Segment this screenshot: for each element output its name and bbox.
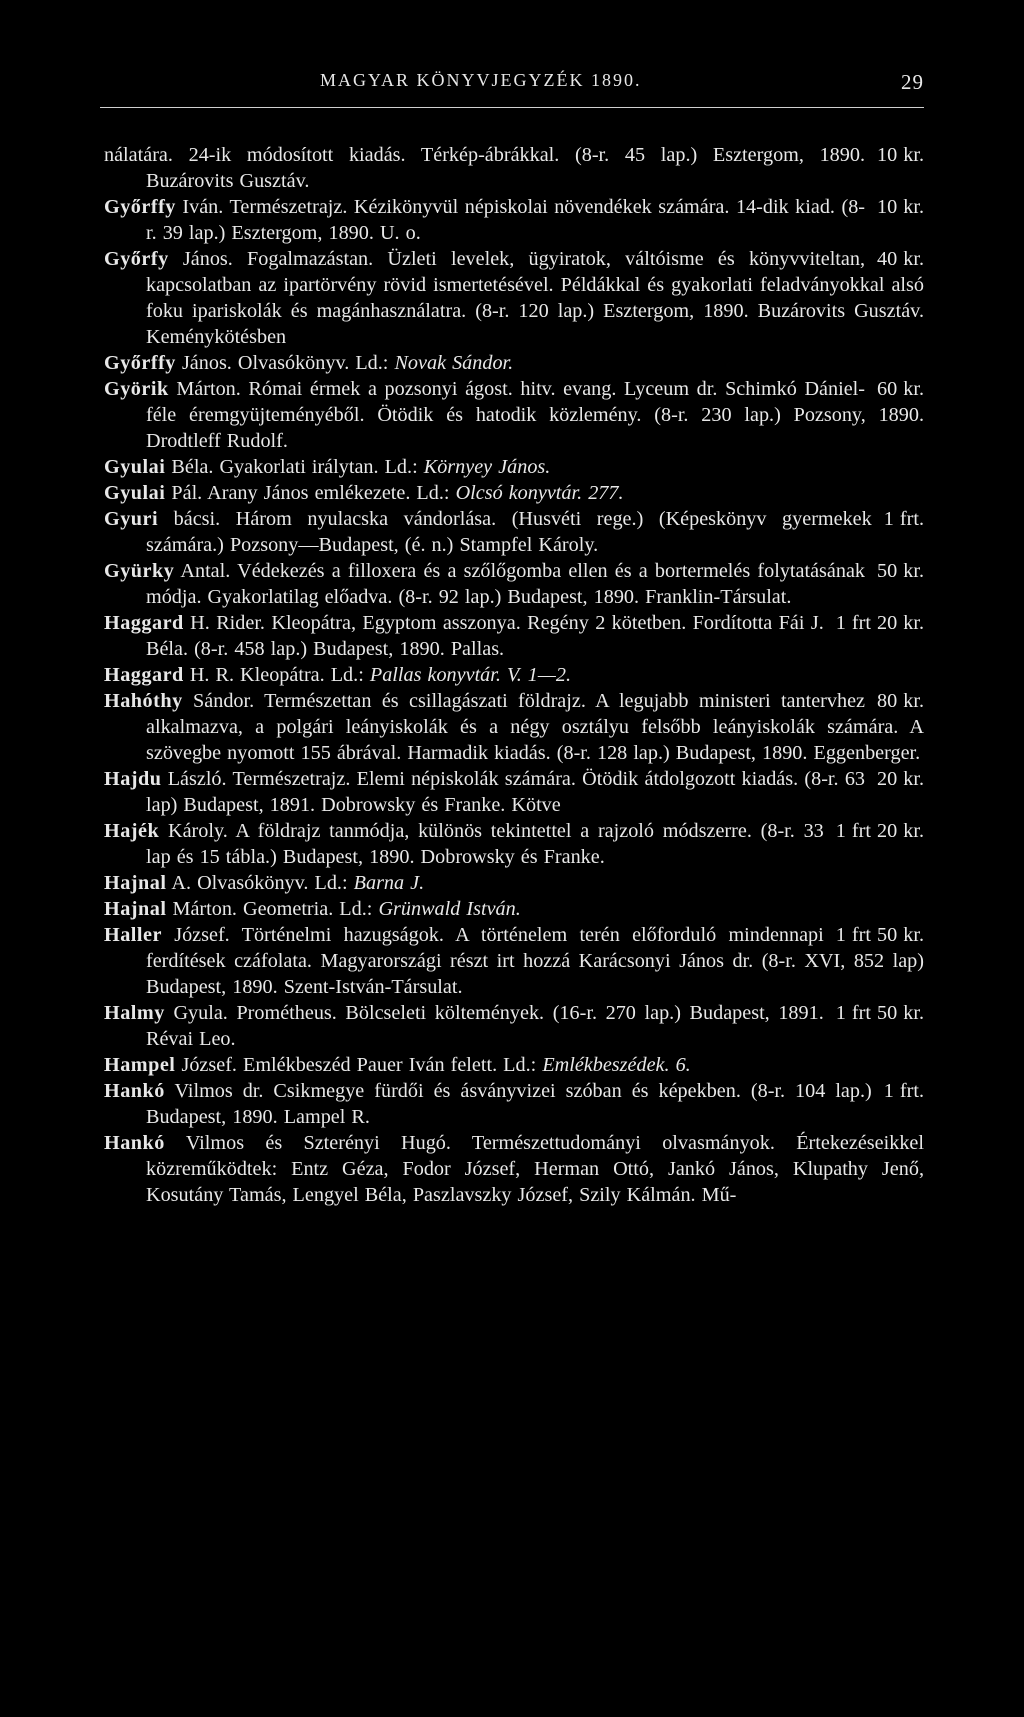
entry-author: Halmy <box>104 1002 165 1024</box>
entry-author: Hankó <box>104 1080 165 1102</box>
catalog-entry <box>104 922 924 1000</box>
catalog-entry <box>104 610 924 662</box>
entry-text: H. R. Kleopátra. Ld.: <box>189 664 364 686</box>
catalog-entry <box>104 246 924 350</box>
catalog-entry <box>104 818 924 870</box>
entry-text: bácsi. Három nyulacska vándorlása. (Husvéti rege.) (Képeskönyv gyermekek számára.) Pozsony—Budapest, (é. n.) Stampfel Károly. <box>146 508 872 556</box>
catalog-entry <box>104 1078 924 1130</box>
entry-author: Hankó <box>104 1132 165 1154</box>
entry-text: Károly. A földrajz tanmódja, különös tekintettel a rajzoló módszerre. (8-r. 33 lap és 15 tábla.) Budapest, 1890. Dobrowsky és Franke. <box>146 820 824 868</box>
catalog-entry <box>104 506 924 558</box>
entry-author: Hampel <box>104 1054 176 1076</box>
entry-text: Antal. Védekezés a filloxera és a szőlőgomba ellen és a bortermelés folytatásának módja. Gyakorlatilag előadva. (8-r. 92 lap.) Budapest, 1890. Franklin-Társulat. <box>146 560 866 608</box>
entry-price: 1 frt 50 kr. <box>835 924 924 946</box>
entry-price: 1 frt 20 kr. <box>835 820 924 842</box>
entry-reference: Grünwald István. <box>378 898 521 920</box>
entry-author: Gyulai <box>104 482 166 504</box>
entry-price: 50 kr. <box>877 560 924 582</box>
entry-reference: Barna J. <box>353 872 425 894</box>
catalog-entry <box>104 376 924 454</box>
entry-author: Hahóthy <box>104 690 183 712</box>
entry-text: József. Történelmi hazugságok. A történelem terén előforduló mindennapi ferdítések czáfolata. Magyarországi részt irt hozzá Karácsonyi János dr. (8-r. XVI, 852 lap) Budapest, 1890. Szent-István-Társulat. <box>146 924 924 998</box>
entry-price: 1 frt 20 kr. <box>835 612 924 634</box>
entry-text: Iván. Természetrajz. Kézikönyvül népiskolai növendékek számára. 14-dik kiad. (8-r. 39 lap.) Esztergom, 1890. U. o. <box>146 196 866 244</box>
catalog-entry <box>104 558 924 610</box>
page-number: 29 <box>901 70 924 94</box>
entry-author: Győrffy <box>104 352 176 374</box>
entry-reference: Emlékbeszédek. 6. <box>542 1054 691 1076</box>
catalog-entry <box>104 1130 924 1208</box>
entry-text: nálatára. 24-ik módosított kiadás. Térkép-ábrákkal. (8-r. 45 lap.) Esztergom, 1890. Buzárovits Gusztáv. <box>104 144 866 192</box>
entry-reference: Pallas konyvtár. V. 1—2. <box>369 664 571 686</box>
entry-text: Vilmos dr. Csikmegye fürdői és ásványvizei szóban és képekben. (8-r. 104 lap.) Budapest, 1890. Lampel R. <box>146 1080 872 1128</box>
entry-price: 1 frt 50 kr. <box>835 1002 924 1024</box>
entry-author: Gyulai <box>104 456 166 478</box>
entry-author: Hajnal <box>104 872 167 894</box>
entry-author: Haggard <box>104 612 184 634</box>
entry-price: 60 kr. <box>877 378 924 400</box>
entry-reference: Novak Sándor. <box>394 352 514 374</box>
entry-author: Haller <box>104 924 162 946</box>
catalog-entry <box>104 350 924 376</box>
running-title: MAGYAR KÖNYVJEGYZÉK 1890. <box>320 70 642 90</box>
catalog-entry <box>104 454 924 480</box>
catalog-entry <box>104 1052 924 1078</box>
entry-price: 40 kr. <box>877 248 924 270</box>
entry-text: Vilmos és Szterényi Hugó. Természettudományi olvasmányok. Értekezéseikkel közreműködtek: Entz Géza, Fodor József, Herman Ottó, Jankó János, Klupathy Jenő, Kosutány Tamás, Lengyel Béla, Paszlavszky József, Szily Kálmán. Mű- <box>146 1132 924 1206</box>
catalog-entry <box>104 870 924 896</box>
catalog-entry <box>104 688 924 766</box>
entry-author: Gyuri <box>104 508 159 530</box>
entry-author: Hajék <box>104 820 160 842</box>
catalog-entry <box>104 480 924 506</box>
entry-author: Győrffy <box>104 196 176 218</box>
entry-text: József. Emlékbeszéd Pauer Iván felett. Ld.: <box>181 1054 537 1076</box>
entry-text: János. Olvasókönyv. Ld.: <box>181 352 389 374</box>
entry-text: Márton. Római érmek a pozsonyi ágost. hitv. evang. Lyceum dr. Schimkó Dániel-féle éremgyüjteményéből. Ötödik és hatodik közlemény. (8-r. 230 lap.) Pozsony, 1890. Drodtleff Rudolf. <box>146 378 924 452</box>
entry-text: László. Természetrajz. Elemi népiskolák számára. Ötödik átdolgozott kiadás. (8-r. 63 lap) Budapest, 1891. Dobrowsky és Franke. Kötve <box>146 768 866 816</box>
entry-price: 80 kr. <box>877 690 924 712</box>
catalog-entry <box>104 1000 924 1052</box>
entry-text: Gyula. Prométheus. Bölcseleti költemények. (16-r. 270 lap.) Budapest, 1891. Révai Leo. <box>146 1002 824 1050</box>
entry-text: Márton. Geometria. Ld.: <box>172 898 373 920</box>
entry-text: Pál. Arany János emlékezete. Ld.: <box>171 482 450 504</box>
entry-text: János. Fogalmazástan. Üzleti levelek, ügyiratok, váltóisme és könyvviteltan, kapcsolatban az ipartörvény rövid ismertetésével. Példákkal és gyakorlati feladványokkal alsó foku ipariskolák és magánhasználatra. (8-r. 120 lap.) Esztergom, 1890. Buzárovits Gusztáv. Keménykötésben <box>146 248 924 348</box>
entry-price: 1 frt. <box>883 1080 924 1102</box>
catalog-entry <box>104 142 924 194</box>
entry-text: H. Rider. Kleopátra, Egyptom asszonya. Regény 2 kötetben. Fordította Fái J. Béla. (8-r. 458 lap.) Budapest, 1890. Pallas. <box>146 612 824 660</box>
entry-author: Gyürky <box>104 560 175 582</box>
catalog-entry <box>104 766 924 818</box>
entry-text: Sándor. Természettan és csillagászati földrajz. A legujabb ministeri tantervhez alkalmazva, a polgári leányiskolák és a négy osztályu felsőbb leányiskolák számára. A szövegbe nyomott 155 ábrával. Harmadik kiadás. (8-r. 128 lap.) Budapest, 1890. Eggenberger. <box>146 690 924 764</box>
entry-author: Györik <box>104 378 169 400</box>
catalog-entries <box>104 142 924 1208</box>
entry-price: 20 kr. <box>877 768 924 790</box>
entry-author: Győrfy <box>104 248 169 270</box>
entry-text: A. Olvasókönyv. Ld.: <box>171 872 348 894</box>
catalog-entry <box>104 896 924 922</box>
page-header <box>100 70 924 100</box>
entry-author: Hajdu <box>104 768 162 790</box>
catalog-entry <box>104 194 924 246</box>
header-rule <box>100 107 924 108</box>
entry-text: Béla. Gyakorlati irálytan. Ld.: <box>171 456 418 478</box>
entry-author: Hajnal <box>104 898 167 920</box>
entry-price: 10 kr. <box>877 196 924 218</box>
catalog-entry <box>104 662 924 688</box>
entry-reference: Környey János. <box>423 456 551 478</box>
entry-reference: Olcsó konyvtár. 277. <box>455 482 624 504</box>
entry-price: 1 frt. <box>883 508 924 530</box>
entry-price: 10 kr. <box>877 144 924 166</box>
entry-author: Haggard <box>104 664 184 686</box>
